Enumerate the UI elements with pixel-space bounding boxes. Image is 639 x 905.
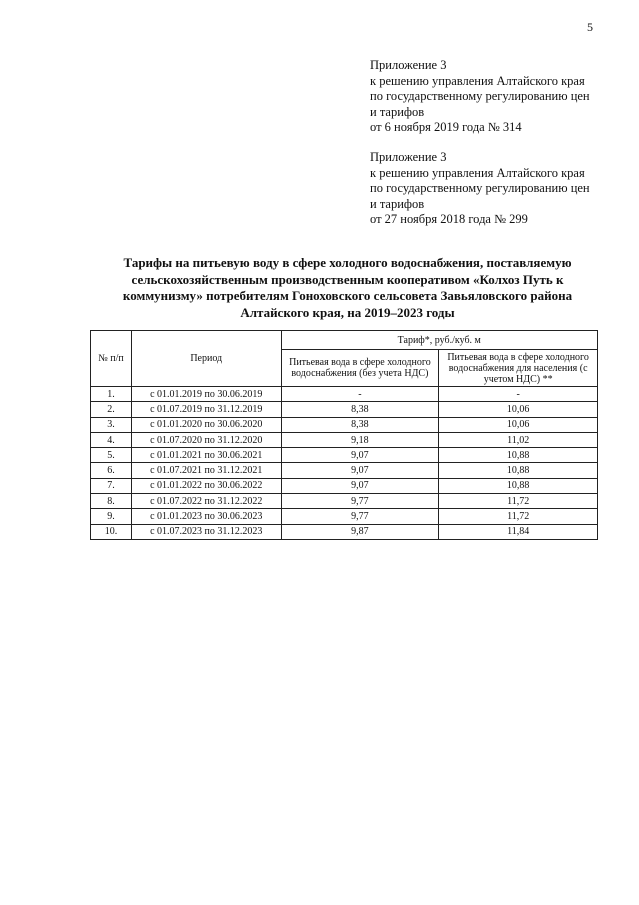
appendix-note-current (370, 58, 620, 136)
period-cell: с 01.07.2019 по 31.12.2019 (131, 402, 281, 417)
period-cell: с 01.07.2021 по 31.12.2021 (131, 463, 281, 478)
header-tariff-without-vat: Питьевая вода в сфере холодного водоснабжения (без учета НДС) (281, 350, 439, 387)
tariff-without-vat-cell: 9,18 (281, 432, 439, 447)
appendix-line: к решению управления Алтайского края (370, 73, 585, 88)
tariff-with-vat-cell: 10,06 (439, 417, 598, 432)
appendix-line: по государственному регулированию цен (370, 89, 590, 103)
title-line: Тарифы на питьевую воду в сфере холодного водоснабжения, поставляемую (123, 255, 572, 270)
appendix-line: по государственному регулированию цен (370, 181, 590, 195)
title-line: сельскохозяйственным производственным кооперативом «Колхоз Путь к (131, 271, 564, 287)
page-number: 5 (587, 20, 593, 34)
tariff-with-vat-cell: 11,72 (439, 494, 598, 509)
table-row (91, 432, 598, 447)
table-row (91, 524, 598, 539)
table-row (91, 478, 598, 493)
header-tariff-with-vat: Питьевая вода в сфере холодного водоснабжения для населения (с учетом НДС) ** (439, 350, 598, 387)
tariff-table (90, 330, 598, 540)
period-cell: с 01.01.2019 по 30.06.2019 (131, 387, 281, 402)
title-line: Алтайского края, на 2019–2023 годы (240, 304, 455, 320)
table-row (91, 509, 598, 524)
tariff-without-vat-cell: 8,38 (281, 402, 439, 417)
tariff-with-vat-cell: 10,88 (439, 448, 598, 463)
appendix-line: и тарифов (370, 196, 425, 211)
period-cell: с 01.07.2023 по 31.12.2023 (131, 524, 281, 539)
period-cell: с 01.07.2020 по 31.12.2020 (131, 432, 281, 447)
period-cell: с 01.01.2023 по 30.06.2023 (131, 509, 281, 524)
tariff-with-vat-cell: 10,06 (439, 402, 598, 417)
tariff-with-vat-cell: 10,88 (439, 478, 598, 493)
tariff-with-vat-cell: 11,02 (439, 432, 598, 447)
row-number-cell: 4. (91, 432, 132, 447)
tariff-without-vat-cell: 9,07 (281, 463, 439, 478)
header-number: № п/п (91, 331, 132, 387)
row-number-cell: 1. (91, 387, 132, 402)
title-line: коммунизму» потребителям Гоноховского сельсовета Завьяловского района (122, 288, 573, 303)
appendix-line: Приложение 3 (370, 58, 447, 72)
table-row (91, 387, 598, 402)
period-cell: с 01.01.2020 по 30.06.2020 (131, 417, 281, 432)
row-number-cell: 2. (91, 402, 132, 417)
tariff-with-vat-cell: 11,72 (439, 509, 598, 524)
tariff-without-vat-cell: 9,77 (281, 509, 439, 524)
table-row (91, 494, 598, 509)
appendix-line: к решению управления Алтайского края (370, 165, 585, 180)
period-cell: с 01.01.2022 по 30.06.2022 (131, 478, 281, 493)
document-title (95, 255, 600, 321)
tariff-without-vat-cell: 9,07 (281, 448, 439, 463)
row-number-cell: 9. (91, 509, 132, 524)
tariff-without-vat-cell: 9,77 (281, 494, 439, 509)
table-row (91, 402, 598, 417)
row-number-cell: 6. (91, 463, 132, 478)
appendix-line: Приложение 3 (370, 150, 447, 164)
period-cell: с 01.01.2021 по 30.06.2021 (131, 448, 281, 463)
tariff-without-vat-cell: 8,38 (281, 417, 439, 432)
row-number-cell: 3. (91, 417, 132, 432)
row-number-cell: 7. (91, 478, 132, 493)
row-number-cell: 8. (91, 494, 132, 509)
tariff-without-vat-cell: 9,07 (281, 478, 439, 493)
table-row (91, 417, 598, 432)
tariff-without-vat-cell: 9,87 (281, 524, 439, 539)
table-row (91, 463, 598, 478)
tariff-without-vat-cell: - (281, 387, 439, 402)
header-period: Период (131, 331, 281, 387)
tariff-with-vat-cell: - (439, 387, 598, 402)
header-tariff-group: Тариф*, руб./куб. м (281, 331, 597, 350)
tariff-table-body (91, 387, 598, 540)
appendix-line: от 27 ноября 2018 года № 299 (370, 212, 528, 226)
row-number-cell: 10. (91, 524, 132, 539)
appendix-line: от 6 ноября 2019 года № 314 (370, 120, 522, 134)
table-row (91, 448, 598, 463)
row-number-cell: 5. (91, 448, 132, 463)
appendix-line: и тарифов (370, 104, 425, 119)
appendix-note-previous (370, 150, 620, 228)
tariff-with-vat-cell: 11,84 (439, 524, 598, 539)
period-cell: с 01.07.2022 по 31.12.2022 (131, 494, 281, 509)
tariff-with-vat-cell: 10,88 (439, 463, 598, 478)
